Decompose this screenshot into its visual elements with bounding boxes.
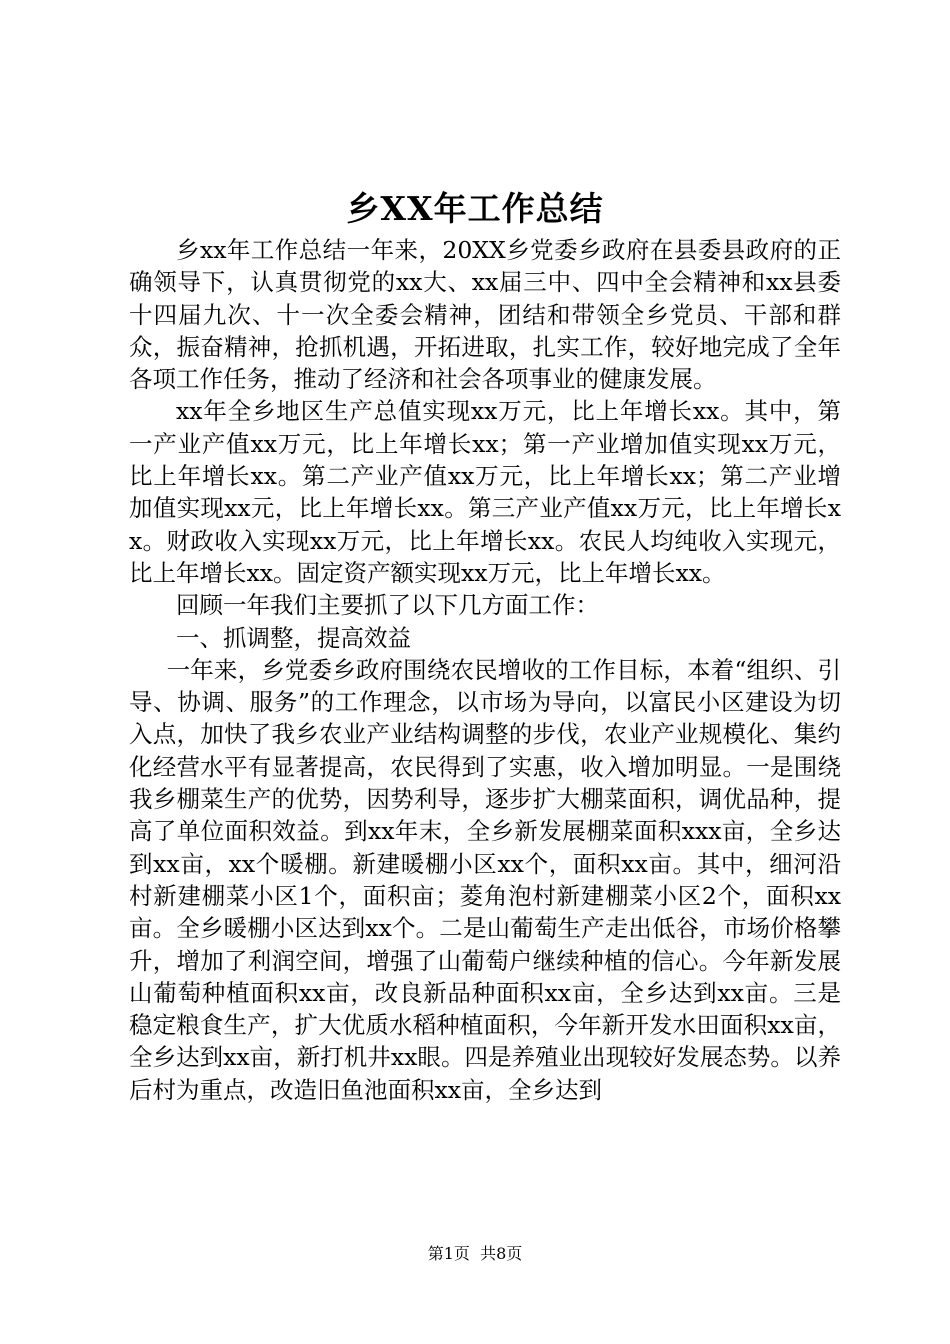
document-body [129, 234, 841, 1106]
page-total: 共8页 [480, 1244, 523, 1263]
paragraph-statistics: xx年全乡地区生产总值实现xx万元，比上年增长xx。其中，第一产业产值xx万元，比上年增长xx；第一产业增加值实现xx万元，比上年增长xx。第二产业产值xx万元，比上年增长xx；第二产业增加值实现xx元，比上年增长xx。第三产业产值xx万元，比上年增长xx。财政收入实现xx万元，比上年增长xx。农民人均纯收入实现元，比上年增长xx。固定资产额实现xx万元，比上年增长xx。 [129, 397, 841, 587]
paragraph-intro: 乡xx年工作总结一年来，20XX乡党委乡政府在县委县政府的正确领导下，认真贯彻党的xx大、xx届三中、四中全会精神和xx县委十四届九次、十一次全委会精神，团结和带领全乡党员、干部和群众，振奋精神，抢抓机遇，开拓进取，扎实工作，较好地完成了全年各项工作任务，推动了经济和社会各项事业的健康发展。 [129, 236, 841, 394]
paragraph-review: 回顾一年我们主要抓了以下几方面工作： [176, 591, 599, 620]
section-heading-1: 一、抓调整，提高效益 [176, 623, 411, 652]
page-number: 第1页 [427, 1244, 470, 1263]
document-title: 乡XX年工作总结 [346, 189, 604, 228]
paragraph-adjustment: 一年来，乡党委乡政府围绕农民增收的工作目标，本着“组织、引导、协调、服务”的工作理念，以市场为导向，以富民小区建设为切入点，加快了我乡农业产业结构调整的步伐，农业产业规模化、集约化经营水平有显著提高，农民得到了实惠，收入增加明显。一是围绕我乡棚菜生产的优势，因势利导，逐步扩大棚菜面积，调优品种，提高了单位面积效益。到xx年末，全乡新发展棚菜面积xxx亩，全乡达到xx亩，xx个暖棚。新建暖棚小区xx个，面积xx亩。其中，细河沿村新建棚菜小区1个，面积亩；菱角泡村新建棚菜小区2个，面积xx亩。全乡暖棚小区达到xx个。二是山葡萄生产走出低谷，市场价格攀升，增加了利润空间，增强了山葡萄户继续种植的信心。今年新发展山葡萄种植面积xx亩，改良新品种面积xx亩，全乡达到xx亩。三是稳定粮食生产，扩大优质水稻种植面积，今年新开发水田面积xx亩，全乡达到xx亩，新打机井xx眼。四是养殖业出现较好发展态势。以养后村为重点，改造旧鱼池面积xx亩，全乡达到 [129, 655, 841, 1104]
page-footer [0, 1243, 950, 1265]
